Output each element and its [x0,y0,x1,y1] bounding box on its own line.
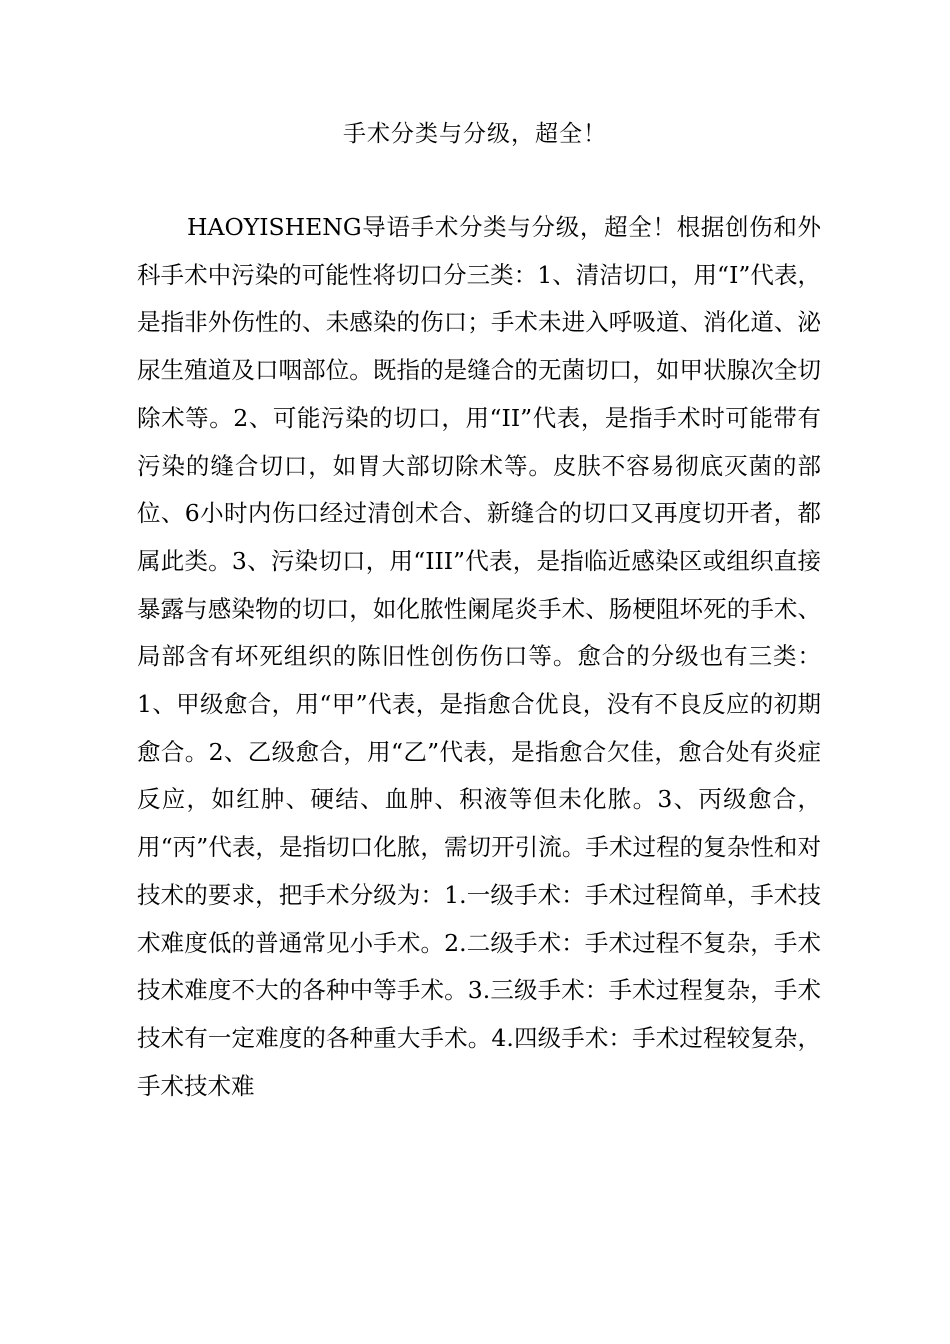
body-paragraph: HAOYISHENG导语手术分类与分级，超全！根据创伤和外科手术中污染的可能性将切口分三类：1、清洁切口，用“I”代表，是指非外伤性的、未感染的伤口；手术未进入呼吸道、消化道、泌尿生殖道及口咽部位。既指的是缝合的无菌切口，如甲状腺次全切除术等。2、可能污染的切口，用“II”代表，是指手术时可能带有污染的缝合切口，如胃大部切除术等。皮肤不容易彻底灭菌的部位、6小时内伤口经过清创术合、新缝合的切口又再度切开者，都属此类。3、污染切口，用“III”代表，是指临近感染区或组织直接暴露与感染物的切口，如化脓性阑尾炎手术、肠梗阻坏死的手术、局部含有坏死组织的陈旧性创伤伤口等。愈合的分级也有三类：1、甲级愈合，用“甲”代表，是指愈合优良，没有不良反应的初期愈合。2、乙级愈合，用“乙”代表，是指愈合欠佳，愈合处有炎症反应，如红肿、硬结、血肿、积液等但未化脓。3、丙级愈合，用“丙”代表，是指切口化脓，需切开引流。手术过程的复杂性和对技术的要求，把手术分级为：1.一级手术：手术过程简单，手术技术难度低的普通常见小手术。2.二级手术：手术过程不复杂，手术技术难度不大的各种中等手术。3.三级手术：手术过程复杂，手术技术有一定难度的各种重大手术。4.四级手术：手术过程较复杂，手术技术难 [137,213,821,1100]
document-title: 手术分类与分级，超全！ [343,121,607,147]
